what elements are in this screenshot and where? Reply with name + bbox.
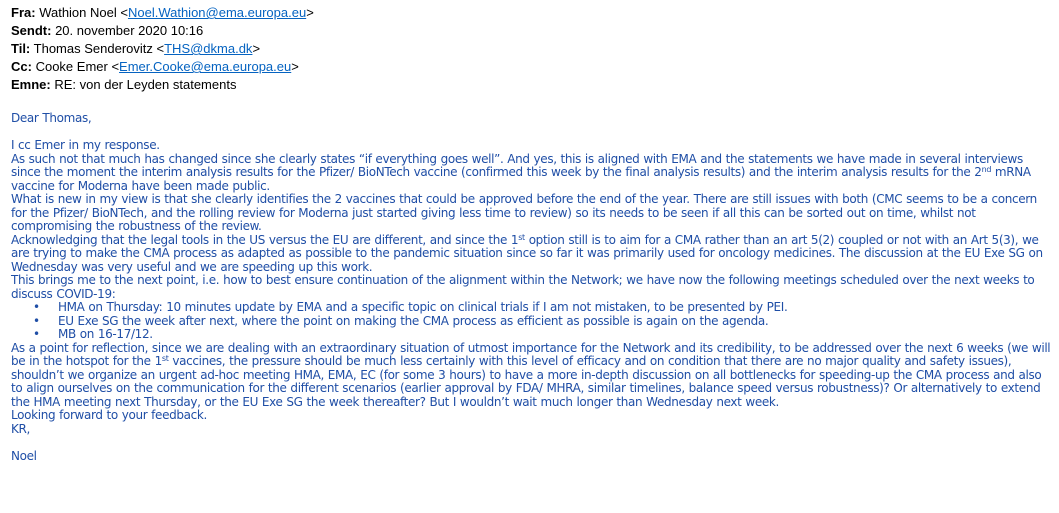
list-item xyxy=(11,315,1051,329)
cc-name: Cooke Emer xyxy=(35,59,108,74)
cc-label: Cc: xyxy=(11,59,32,74)
blank-line xyxy=(11,126,1051,140)
paragraph-status xyxy=(11,153,1051,194)
list-item xyxy=(11,328,1051,342)
bracket-close: > xyxy=(291,59,299,74)
paragraph-cc: I cc Emer in my response. xyxy=(11,138,160,152)
greeting: Dear Thomas, xyxy=(11,111,92,125)
paragraph-legal-text: Acknowledging that the legal tools in the US versus the EU are different, and since the 1 xyxy=(11,232,519,247)
header-sent-row xyxy=(11,23,203,39)
paragraph-reflection-text-end: vaccines, the pressure should be much less certainly with this level of efficacy and on condition that there are no major quality and safety issues), shouldn’t we organize an urgent ad-hoc meeting HMA, EMA, EC (for some 3 hours) to have a more in-depth discussion on all bottlenecks for speeding-up the CMA process and also to align ourselves on the communication for the different scenarios (earlier approval by FDA/ MHRA, similar timelines, balance speed versus robustness)? Or alternatively to extend the HMA meeting next Thursday, or the EU Exe SG the week thereafter? But I wouldn’t wait much longer than Wednesday next week. xyxy=(11,354,1042,409)
header-from-row xyxy=(11,5,314,21)
from-email-link[interactable]: Noel.Wathion@ema.europa.eu xyxy=(127,5,307,20)
sent-value: 20. november 2020 10:16 xyxy=(55,23,204,38)
superscript-st: st xyxy=(161,354,169,363)
subject-label: Emne: xyxy=(11,77,51,92)
bullet: • xyxy=(33,313,40,328)
from-name: Wathion Noel xyxy=(39,5,117,20)
paragraph-legal-text-end: option still is to aim for a CMA rather than an art 5(2) coupled or not with an Art 5(3), we are trying to make the CMA process as adapted as possible to the pandemic situation since so far it was primarily used for oncology medicines. The discussion at the EU Exe SG on Wednesday was very useful and we are speeding up this work. xyxy=(11,232,1043,274)
paragraph-meetings: This brings me to the next point, i.e. how to best ensure continuation of the alignment within the Network; we have now the following meetings scheduled over the next weeks to discuss COVID-19: xyxy=(11,273,1035,301)
email-body xyxy=(11,112,1051,463)
subject-value: RE: von der Leyden statements xyxy=(54,77,237,92)
bracket-open: < xyxy=(156,41,165,56)
to-email-link[interactable]: THS@dkma.dk xyxy=(164,41,253,56)
paragraph-reflection-text: As a point for reflection, since we are dealing with an extraordinary situation of utmost importance for the Network and its credibility, to be addressed over the next 6 weeks (we will be in the hotspot for the 1 xyxy=(11,340,1051,368)
bullet: • xyxy=(33,327,40,341)
list-item-text: MB on 16-17/12. xyxy=(58,327,153,341)
superscript-st: st xyxy=(518,232,525,242)
paragraph-closing: Looking forward to your feedback. xyxy=(11,408,207,422)
bullet: • xyxy=(33,300,40,314)
bracket-open: < xyxy=(120,5,128,20)
header-subject-row xyxy=(11,77,236,93)
to-label: Til: xyxy=(11,41,31,56)
paragraph-legal xyxy=(11,234,1051,275)
list-item-text: EU Exe SG the week after next, where the point on making the CMA process as efficient as possible is again on the agenda. xyxy=(58,313,769,328)
list-item xyxy=(11,301,1051,315)
bracket-close: > xyxy=(252,41,261,56)
paragraph-status-text-end: mRNA vaccine for Moderna have been made public. xyxy=(11,165,1031,193)
closing: KR, xyxy=(11,421,30,436)
sent-label: Sendt: xyxy=(11,23,52,38)
meetings-list xyxy=(11,301,1051,342)
paragraph-reflection xyxy=(11,342,1051,410)
bracket-open: < xyxy=(111,59,120,74)
paragraph-status-text: As such not that much has changed since she clearly states “if everything goes well”. And yes, this is aligned with EMA and the statements we have made in several interviews since the moment the interim analysis results for the Pfizer/ BioNTech vaccine (confirmed this week by the final analysis results) and the interim analysis results for the 2 xyxy=(11,151,1023,179)
cc-email-link[interactable]: Emer.Cooke@ema.europa.eu xyxy=(119,59,292,74)
header-to-row xyxy=(11,41,260,57)
bracket-close: > xyxy=(306,5,314,20)
blank-line xyxy=(11,436,1051,450)
superscript-nd: nd xyxy=(981,165,992,174)
signature: Noel xyxy=(11,448,37,463)
header-cc-row xyxy=(11,59,299,75)
list-item-text: HMA on Thursday: 10 minutes update by EMA and a specific topic on clinical trials if I am not mistaken, to be presented by PEI. xyxy=(58,300,788,314)
from-label: Fra: xyxy=(11,5,36,20)
paragraph-new: What is new in my view is that she clearly identifies the 2 vaccines that could be approved before the end of the year. There are still issues with both (CMC seems to be a concern for the Pfizer/ BioNTech, and the rolling review for Moderna just started giving less time to review) so its needs to be seen if all this can be sorted out on time, whilst not compromising the robustness of the review. xyxy=(11,192,1037,233)
to-name: Thomas Senderovitz xyxy=(33,41,153,56)
